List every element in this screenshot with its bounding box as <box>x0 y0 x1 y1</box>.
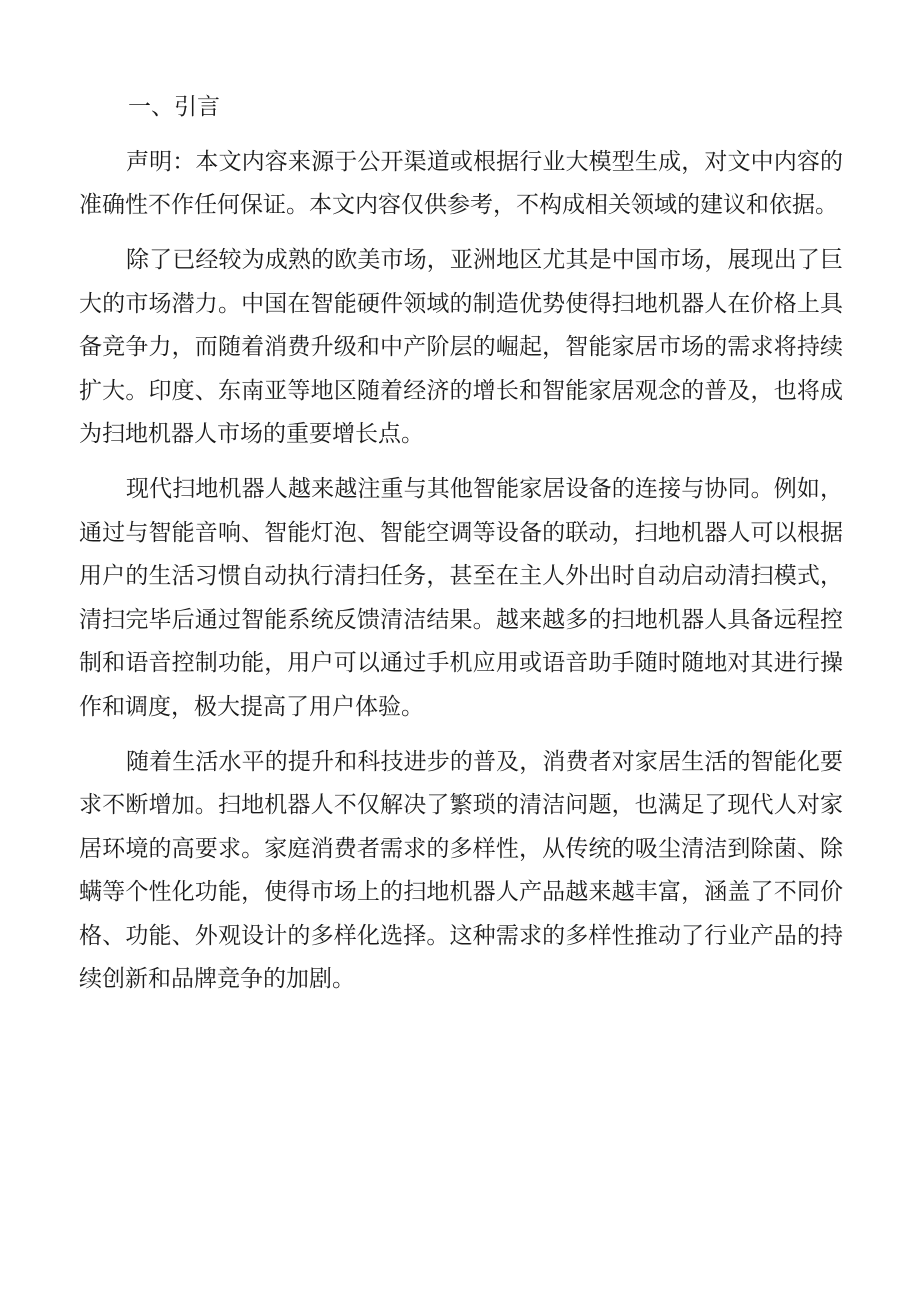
consumer-demand-paragraph: 随着生活水平的提升和科技进步的普及，消费者对家居生活的智能化要求不断增加。扫地机器人不仅解决了繁琐的清洁问题，也满足了现代人对家居环境的高要求。家庭消费者需求的多样性，从传统的吸尘清洁到除菌、除螨等个性化功能，使得市场上的扫地机器人产品越来越丰富，涵盖了不同价格、功能、外观设计的多样化选择。这种需求的多样性推动了行业产品的持续创新和品牌竞争的加剧。 <box>79 748 843 992</box>
document-body <box>79 86 843 1013</box>
smart-home-integration-paragraph: 现代扫地机器人越来越注重与其他智能家居设备的连接与协同。例如，通过与智能音响、智能灯泡、智能空调等设备的联动，扫地机器人可以根据用户的生活习惯自动执行清扫任务，甚至在主人外出时自动启动清扫模式，清扫完毕后通过智能系统反馈清洁结果。越来越多的扫地机器人具备远程控制和语音控制功能，用户可以通过手机应用或语音助手随时随地对其进行操作和调度，极大提高了用户体验。 <box>79 476 843 720</box>
market-potential-paragraph: 除了已经较为成熟的欧美市场，亚洲地区尤其是中国市场，展现出了巨大的市场潜力。中国在智能硬件领域的制造优势使得扫地机器人在价格上具备竞争力，而随着消费升级和中产阶层的崛起，智能家居市场的需求将持续扩大。印度、东南亚等地区随着经济的增长和智能家居观念的普及，也将成为扫地机器人市场的重要增长点。 <box>79 247 843 447</box>
section-heading: 一、引言 <box>128 94 220 120</box>
disclaimer-paragraph: 声明：本文内容来源于公开渠道或根据行业大模型生成，对文中内容的准确性不作任何保证。本文内容仅供参考，不构成相关领域的建议和依据。 <box>79 148 843 218</box>
